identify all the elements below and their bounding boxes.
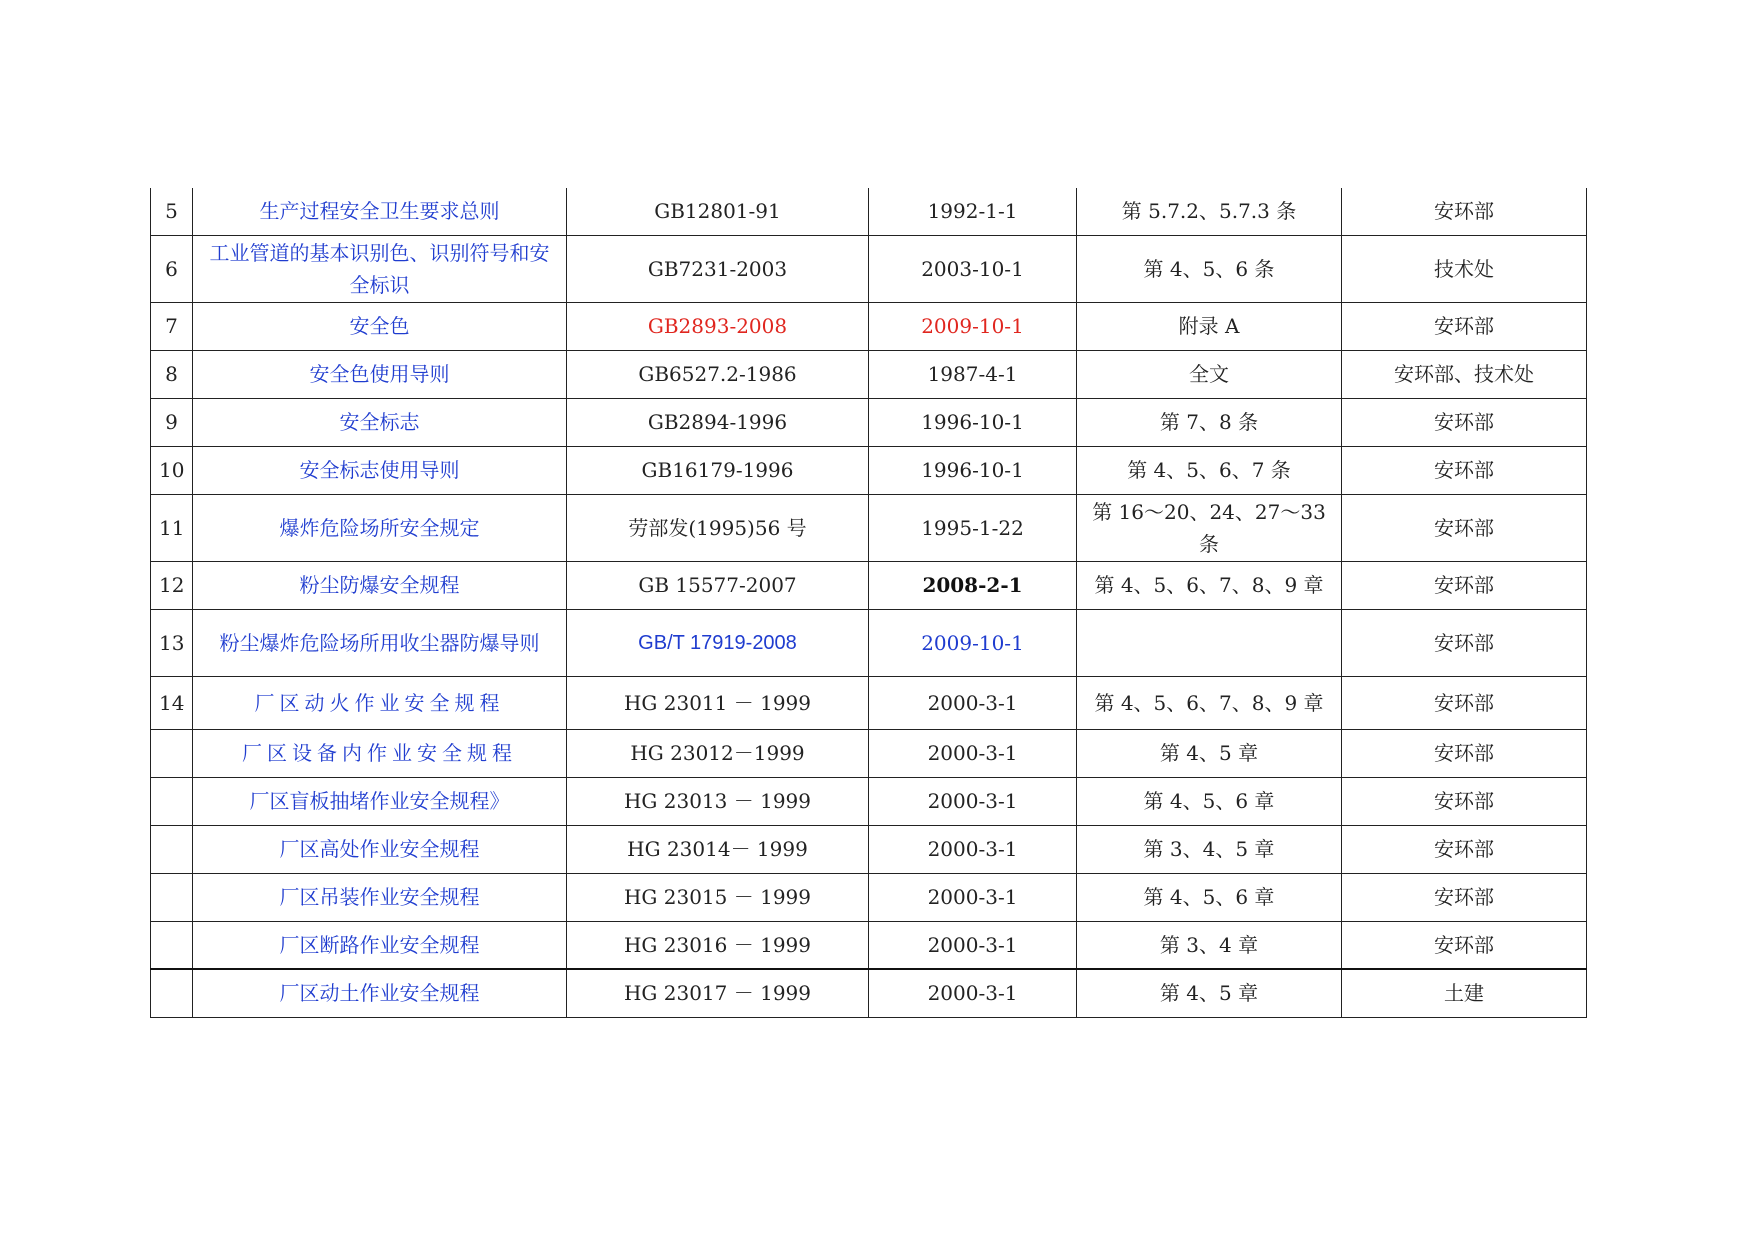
effective-date: 2000-3-1 <box>869 777 1077 825</box>
effective-date: 2009-10-1 <box>869 302 1077 350</box>
standard-code: 劳部发(1995)56 号 <box>567 494 869 561</box>
regulation-name[interactable]: 安全色使用导则 <box>193 350 567 398</box>
standard-code: GB/T 17919-2008 <box>567 609 869 676</box>
applicable-clauses: 第 4、5 章 <box>1077 729 1342 777</box>
regulation-name[interactable]: 厂区动土作业安全规程 <box>193 969 567 1017</box>
row-number <box>151 825 193 873</box>
responsible-dept: 安环部 <box>1342 302 1587 350</box>
table-row <box>151 873 1587 921</box>
regulation-name[interactable]: 厂区设备内作业安全规程 <box>193 729 567 777</box>
effective-date: 2008-2-1 <box>869 561 1077 609</box>
responsible-dept: 安环部 <box>1342 676 1587 729</box>
responsible-dept: 安环部 <box>1342 777 1587 825</box>
applicable-clauses <box>1077 609 1342 676</box>
table-row <box>151 235 1587 302</box>
standard-code: HG 23014－ 1999 <box>567 825 869 873</box>
effective-date: 2000-3-1 <box>869 676 1077 729</box>
applicable-clauses: 第 3、4 章 <box>1077 921 1342 969</box>
table-row <box>151 825 1587 873</box>
regulation-name[interactable]: 粉尘防爆安全规程 <box>193 561 567 609</box>
responsible-dept: 土建 <box>1342 969 1587 1017</box>
row-number: 8 <box>151 350 193 398</box>
applicable-clauses: 第 7、8 条 <box>1077 398 1342 446</box>
regulation-name[interactable]: 安全标志 <box>193 398 567 446</box>
effective-date: 1995-1-22 <box>869 494 1077 561</box>
effective-date: 1996-10-1 <box>869 446 1077 494</box>
table-row <box>151 350 1587 398</box>
row-number: 7 <box>151 302 193 350</box>
table-row <box>151 969 1587 1017</box>
table-row <box>151 398 1587 446</box>
standard-code: HG 23011 － 1999 <box>567 676 869 729</box>
row-number: 11 <box>151 494 193 561</box>
row-number: 5 <box>151 188 193 235</box>
regulation-name[interactable]: 厂区高处作业安全规程 <box>193 825 567 873</box>
table-row <box>151 777 1587 825</box>
applicable-clauses: 第 4、5 章 <box>1077 969 1342 1017</box>
standard-code: HG 23012－1999 <box>567 729 869 777</box>
effective-date: 2000-3-1 <box>869 969 1077 1017</box>
responsible-dept: 安环部、技术处 <box>1342 350 1587 398</box>
row-number: 9 <box>151 398 193 446</box>
applicable-clauses: 第 4、5、6 条 <box>1077 235 1342 302</box>
applicable-clauses: 第 4、5、6、7 条 <box>1077 446 1342 494</box>
applicable-clauses: 第 4、5、6、7、8、9 章 <box>1077 676 1342 729</box>
table-row <box>151 561 1587 609</box>
responsible-dept: 安环部 <box>1342 873 1587 921</box>
row-number: 13 <box>151 609 193 676</box>
row-number: 14 <box>151 676 193 729</box>
table-row <box>151 729 1587 777</box>
regulations-table <box>150 188 1587 1018</box>
applicable-clauses: 全文 <box>1077 350 1342 398</box>
standard-code: GB16179-1996 <box>567 446 869 494</box>
table-row <box>151 676 1587 729</box>
standard-code: GB7231-2003 <box>567 235 869 302</box>
responsible-dept: 安环部 <box>1342 446 1587 494</box>
responsible-dept: 安环部 <box>1342 561 1587 609</box>
table-row <box>151 921 1587 969</box>
regulation-name[interactable]: 厂区盲板抽堵作业安全规程》 <box>193 777 567 825</box>
applicable-clauses: 第 4、5、6 章 <box>1077 777 1342 825</box>
responsible-dept: 安环部 <box>1342 825 1587 873</box>
responsible-dept: 技术处 <box>1342 235 1587 302</box>
responsible-dept: 安环部 <box>1342 494 1587 561</box>
table-row <box>151 494 1587 561</box>
responsible-dept: 安环部 <box>1342 188 1587 235</box>
table-row <box>151 609 1587 676</box>
regulation-name[interactable]: 厂区吊装作业安全规程 <box>193 873 567 921</box>
standard-code: GB6527.2-1986 <box>567 350 869 398</box>
effective-date: 2000-3-1 <box>869 825 1077 873</box>
table-row <box>151 446 1587 494</box>
effective-date: 1996-10-1 <box>869 398 1077 446</box>
regulation-name[interactable]: 厂区动火作业安全规程 <box>193 676 567 729</box>
standard-code: HG 23016 － 1999 <box>567 921 869 969</box>
responsible-dept: 安环部 <box>1342 609 1587 676</box>
regulation-name[interactable]: 爆炸危险场所安全规定 <box>193 494 567 561</box>
regulation-name[interactable]: 安全标志使用导则 <box>193 446 567 494</box>
applicable-clauses: 第 16～20、24、27～33 条 <box>1077 494 1342 561</box>
responsible-dept: 安环部 <box>1342 729 1587 777</box>
row-number: 6 <box>151 235 193 302</box>
standard-code: HG 23013 － 1999 <box>567 777 869 825</box>
row-number <box>151 921 193 969</box>
responsible-dept: 安环部 <box>1342 921 1587 969</box>
table-row <box>151 302 1587 350</box>
applicable-clauses: 第 3、4、5 章 <box>1077 825 1342 873</box>
regulation-name[interactable]: 工业管道的基本识别色、识别符号和安全标识 <box>193 235 567 302</box>
row-number <box>151 873 193 921</box>
effective-date: 2000-3-1 <box>869 921 1077 969</box>
standard-code: GB 15577-2007 <box>567 561 869 609</box>
applicable-clauses: 附录 A <box>1077 302 1342 350</box>
effective-date: 1992-1-1 <box>869 188 1077 235</box>
effective-date: 2000-3-1 <box>869 729 1077 777</box>
effective-date: 2000-3-1 <box>869 873 1077 921</box>
standard-code: GB2893-2008 <box>567 302 869 350</box>
standard-code: GB12801-91 <box>567 188 869 235</box>
regulation-name[interactable]: 粉尘爆炸危险场所用收尘器防爆导则 <box>193 609 567 676</box>
responsible-dept: 安环部 <box>1342 398 1587 446</box>
standard-code: HG 23015 － 1999 <box>567 873 869 921</box>
effective-date: 2003-10-1 <box>869 235 1077 302</box>
applicable-clauses: 第 4、5、6 章 <box>1077 873 1342 921</box>
effective-date: 1987-4-1 <box>869 350 1077 398</box>
applicable-clauses: 第 5.7.2、5.7.3 条 <box>1077 188 1342 235</box>
regulation-name[interactable]: 安全色 <box>193 302 567 350</box>
row-number: 10 <box>151 446 193 494</box>
standard-code: GB2894-1996 <box>567 398 869 446</box>
row-number <box>151 729 193 777</box>
row-number <box>151 969 193 1017</box>
regulation-name[interactable]: 生产过程安全卫生要求总则 <box>193 188 567 235</box>
row-number: 12 <box>151 561 193 609</box>
applicable-clauses: 第 4、5、6、7、8、9 章 <box>1077 561 1342 609</box>
table-row <box>151 188 1587 235</box>
regulation-name[interactable]: 厂区断路作业安全规程 <box>193 921 567 969</box>
standard-code: HG 23017 － 1999 <box>567 969 869 1017</box>
row-number <box>151 777 193 825</box>
effective-date: 2009-10-1 <box>869 609 1077 676</box>
